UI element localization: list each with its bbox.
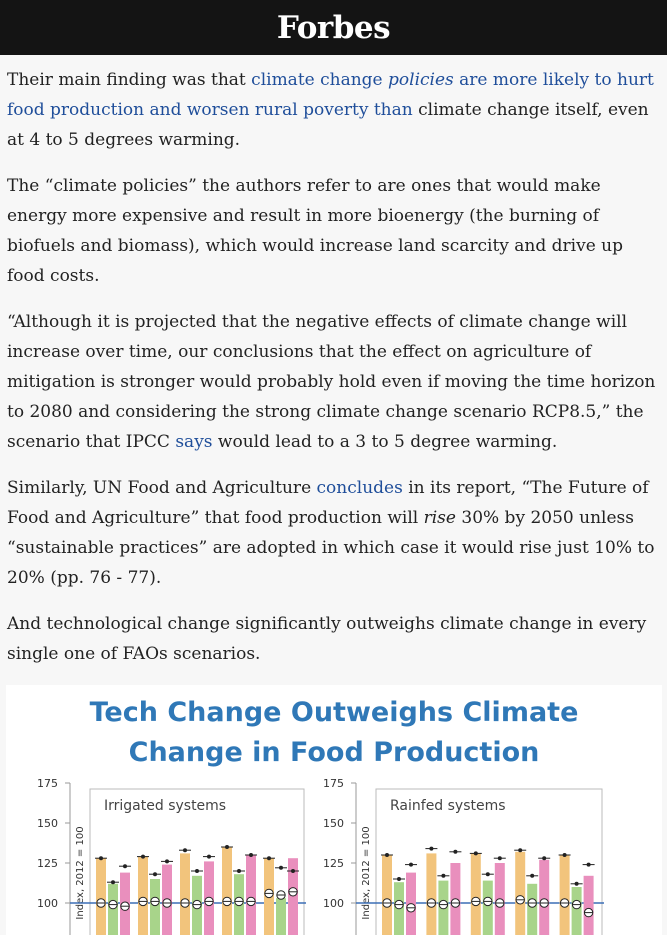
bar-marker-dot: [291, 869, 295, 873]
paragraph-4: [7, 473, 659, 593]
body-text: would lead to a 3 to 5 degree warming.: [212, 432, 558, 452]
bar-marker-dot: [279, 866, 283, 870]
bar-marker-dot: [453, 850, 457, 854]
bar-marker-dot: [153, 872, 157, 876]
y-tick-label: 150: [37, 817, 58, 830]
body-text: in its report, “The Future of Food and Agriculture” that food production will: [7, 478, 649, 528]
bar-marker-dot: [141, 855, 145, 859]
figure-title-line-2: Change in Food Production: [128, 737, 540, 768]
body-text: 30% by 2050 unless “sustainable practices” are adopted in which case it would rise just 10% to 20% (pp. 76 - 77).: [7, 508, 655, 588]
article-link[interactable]: concludes: [316, 478, 403, 498]
y-tick-label: 100: [37, 897, 58, 910]
bar-marker-dot: [518, 848, 522, 852]
bar-marker-dot: [530, 874, 534, 878]
bar: [483, 881, 493, 935]
bar-marker-dot: [587, 863, 591, 867]
bar: [150, 879, 160, 935]
bar: [515, 852, 525, 935]
bar-marker-dot: [575, 882, 579, 886]
bar: [560, 855, 570, 935]
bar-marker-dot: [267, 856, 271, 860]
bar-marker-dot: [474, 851, 478, 855]
y-tick-label: 150: [323, 817, 344, 830]
body-text: climate change itself, even at 4 to 5 degrees warming.: [7, 100, 649, 150]
charts-svg: [6, 685, 662, 935]
bar-marker-dot: [498, 856, 502, 860]
article-link[interactable]: says: [175, 432, 213, 452]
paragraph-3: [7, 307, 659, 457]
bar-marker-dot: [441, 874, 445, 878]
site-header: [0, 0, 667, 55]
bar: [276, 898, 286, 935]
chart-figure: [6, 685, 662, 935]
body-text: “Although it is projected that the negative effects of climate change will increase over time, our conclusions that the effect on agriculture of mitigation is stronger would probably hold even if moving the time horizon to 2080 and considering the strong climate change scenario RCP8.5,” the scenario that IPCC: [7, 312, 656, 452]
figure-title-line-1: Tech Change Outweighs Climate: [89, 697, 579, 728]
bar-marker-dot: [195, 869, 199, 873]
y-tick-label: 175: [37, 777, 58, 790]
article-link[interactable]: climate change: [251, 70, 389, 90]
paragraph-1: [7, 65, 659, 155]
bar-marker-dot: [486, 872, 490, 876]
y-axis-label: Index, 2012 = 100: [75, 826, 86, 920]
bar: [222, 847, 232, 935]
bar: [96, 858, 106, 935]
bar: [527, 884, 537, 935]
body-text: The “climate policies” the authors refer to are ones that would make energy more expensive and result in more bioenergy (the burning of biofuels and biomass), which would increase land scarcity and drive up food costs.: [7, 176, 624, 286]
bar-marker-dot: [563, 853, 567, 857]
bar-marker-dot: [249, 853, 253, 857]
bar-marker-dot: [385, 853, 389, 857]
bar: [246, 855, 256, 935]
bar-marker-dot: [165, 859, 169, 863]
bar-marker-dot: [111, 880, 115, 884]
bar-marker-dot: [99, 856, 103, 860]
bar-marker-dot: [237, 869, 241, 873]
bar-marker-dot: [409, 863, 413, 867]
y-tick-label: 175: [323, 777, 344, 790]
paragraph-5: [7, 609, 659, 669]
emphasis-text: rise: [423, 508, 456, 528]
bar: [382, 855, 392, 935]
article-body: [0, 55, 667, 935]
bar: [108, 884, 118, 935]
y-tick-label: 125: [323, 857, 344, 870]
body-text: Their main finding was that: [7, 70, 252, 90]
bar-marker-dot: [225, 845, 229, 849]
bar: [471, 853, 481, 935]
forbes-logo[interactable]: Forbes: [276, 9, 391, 46]
bar: [539, 860, 549, 935]
y-tick-label: 100: [323, 897, 344, 910]
y-axis-label: Index, 2012 = 100: [361, 826, 372, 920]
bar: [584, 876, 594, 935]
bar-marker-dot: [207, 855, 211, 859]
bar: [426, 853, 436, 935]
bar-marker-dot: [397, 877, 401, 881]
article-link[interactable]: are more likely to hurt food production and worsen rural poverty than: [7, 70, 654, 120]
body-text: And technological change significantly outweighs climate change in every single one of FAOs scenarios.: [7, 614, 647, 664]
bar: [572, 887, 582, 935]
bar-marker-dot: [429, 847, 433, 851]
panel-title: Irrigated systems: [104, 798, 227, 814]
article-link[interactable]: policies: [388, 70, 454, 90]
panel-title: Rainfed systems: [390, 798, 506, 814]
bar: [180, 853, 190, 935]
bar-marker-dot: [123, 864, 127, 868]
bar: [138, 857, 148, 935]
body-text: Similarly, UN Food and Agriculture: [7, 478, 317, 498]
y-tick-label: 125: [37, 857, 58, 870]
paragraph-2: [7, 171, 659, 291]
bar-marker-dot: [542, 856, 546, 860]
bar-marker-dot: [183, 848, 187, 852]
